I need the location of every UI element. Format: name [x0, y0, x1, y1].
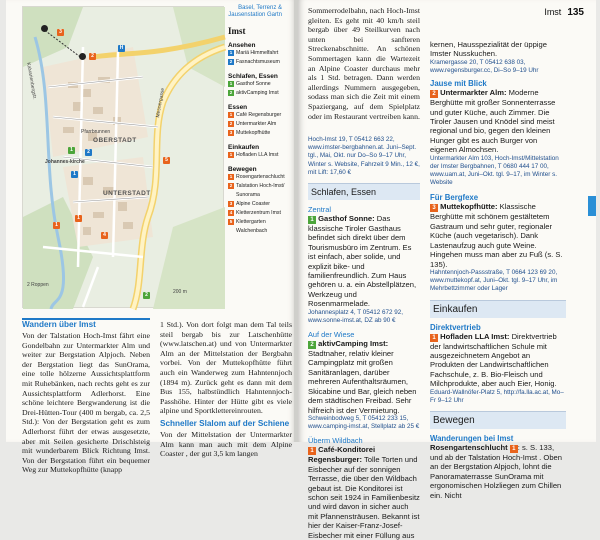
legend-item: 4 Kletterzentrum Imst — [229, 210, 281, 216]
map-marker-bewegen-5: 5 — [163, 157, 170, 164]
district-unterstadt: UNTERSTADT — [103, 190, 151, 197]
subheading: Direktvertrieb — [430, 322, 481, 332]
entry-muttekopfhuette: 3 Muttekopfhütte: Klassische Berghütte mit schönem gestältetem Gastraum und sehr guter, regionaler Küche (auch vegetarisch). Dank Lastenaufzug auch gute Weine. Hingehen muss man aber zu Fuß (s. S. 135). — [430, 202, 563, 269]
scale-label: 200 m — [173, 289, 187, 295]
legend-heading: Einkaufen — [228, 144, 260, 151]
entry-aktivcamping: 2 aktivCamping Imst: Stadtnaher, relativ kleiner Campingplatz mit großen Sanitäranlagen, darüber mehreren Aufenthaltsräumen, Skicabine und Bar, gleich neben dem städtischen Freibad. Sehr hilfreich ist der Vermietung. — [308, 339, 417, 415]
text-column-1 — [22, 318, 150, 475]
book-spread — [6, 0, 596, 540]
entry-rosengartenschlucht: Rosengartenschlucht 1 : s. S. 133, und ab der Talstation Hoch-Imst . Oben an der Bergstation Alpjoch, lohnt die Panoramaterrasse SunOrama mit ergonomischen Holzliegen zum Chillen ein. Nicht — [430, 442, 562, 500]
legend-item-continued: Sunorama — [236, 192, 260, 198]
subheading: Auf der Wiese — [308, 330, 355, 340]
box-body: Von der Talstation Hoch-Imst fährt eine Gondelbahn zur Untermarkter Alm und weiter zur Bergstation Alpjoch. Neben der Bergstation liegt das SunOrama, eine tolle hölzerne Aussichtsplattform mit Ruhebänken, nach rechts geht es zur Aussichtsplattform Adlerhorst. Eine schöne leichtere Bergwanderung ist die Drei-Hütten-Tour (400 m bergab, ca. 2,5 Std.): Von der Bergstation geht es zum Adlerhorst führt der etwas ausgesetzte, aber mit Seilen gesicherte Drischlsteig mit wunderbarem Blick Richtung Imst. Von der Bergstation führt ein bequemer Weg zur Muttekopfhütte (knapp — [22, 331, 150, 475]
box-heading-slalom: Schneller Slalom auf der Schiene — [160, 418, 290, 428]
subheading: Jause mit Blick — [430, 79, 487, 89]
map-marker-bewegen-2: 2 — [89, 53, 96, 60]
subheading: Überm Wildbach — [308, 436, 363, 446]
header-title: Imst — [544, 7, 562, 17]
street-label: Johannes-kirche — [45, 159, 85, 165]
legend-item: 1 Hofladen LLA Imst — [229, 152, 279, 158]
bus-stop-icon: H — [119, 45, 124, 51]
map-marker-einkaufen-1: 1 — [75, 215, 82, 222]
street-label: Kalvarienbergstr. — [25, 62, 38, 101]
info-line: Kramergasse 20, T 05412 638 03, www.regensburger.cc, Di–So 9–19 Uhr — [430, 58, 539, 75]
subheading: Wanderungen bei Imst — [430, 433, 514, 443]
map-top-label: Basel, Terrenz & Jausenstation Gartn — [228, 5, 282, 18]
map-graphic — [23, 7, 225, 309]
legend-item: 5 Klettergarten — [229, 219, 266, 225]
map-marker-bewegen-4: 4 — [101, 232, 108, 239]
legend-item: 2 aktivCamping Imst — [229, 90, 279, 96]
legend-title: Imst — [228, 26, 246, 36]
map-marker-schlafen-1: 1 — [68, 147, 75, 154]
legend-item: 1 Rosengartenschlucht — [229, 174, 285, 180]
box-heading-wandern: Wandern über Imst — [22, 320, 96, 329]
left-page — [6, 0, 296, 475]
legend-heading: Schlafen, Essen — [228, 73, 278, 80]
district-oberstadt: OBERSTADT — [93, 137, 137, 144]
street-label: Pfarrbrunnen — [81, 129, 111, 135]
legend-heading: Ansehen — [228, 42, 256, 49]
intro-text: Sommerrodelbahn, nach Hoch-Imst gleiten. Es geht mit 40 km/h steil bergab über 49 Steilkurven nach unten bei sanfteren Streckenabschnitte. An schönen Sommertagen kann die Wartezeit an Alpine Coaster durchaus mehr als 1 Std. betragen. Dann werden allerdings Nummern ausgegeben, sodass man sich die Zeit mit einem Spaziergang, auf dem Spielplatz oder im Restaurant vertreiben kann. — [308, 6, 420, 121]
box-body: Von der Mittelstation der Untermarkter Alm kann man auch mit dem Alpine Coaster , der gut 3,5 km langen — [160, 429, 292, 459]
section-heading-einkaufen: Einkaufen — [430, 300, 566, 318]
map-marker-essen-1: 1 — [53, 222, 60, 229]
section-heading-schlafen-essen: Schlafen, Essen — [308, 183, 420, 200]
map-marker-ansehen-1: 1 — [71, 171, 78, 178]
gondola-icon — [41, 25, 48, 32]
running-header — [544, 7, 584, 18]
legend-item-continued: Walchenbach — [236, 228, 268, 234]
entry-hofladen: 1 Hofladen LLA Imst: Direktvertrieb der landwirtschaftlichen Schule mit ausgezeichnetem Angebot an Produkten der Landwirtschaftlichen Fachschule, z. B. Bio-Fleisch und Milchprodukte, aber auch Eier, Honig. — [430, 331, 557, 389]
city-map — [22, 6, 224, 308]
info-line: Untermarkter Alm 103, Hoch-Imst/Mittelstation der Imster Bergbahnen, T 0680 444 17 00, www.uam.at, Juni–Okt. tgl. 9–17, im Winter s. Website — [430, 154, 559, 187]
info-line: Johannesplatz 4, T 05412 672 92, www.sonne-imst.at, DZ ab 90 € — [308, 308, 403, 324]
legend-heading: Essen — [228, 104, 248, 111]
map-marker-schlafen-2: 2 — [143, 292, 150, 299]
legend-item: 3 Muttekopfhütte — [229, 130, 271, 136]
direction-label: 2 Roppen — [27, 282, 49, 288]
entry-untermarkter-alm: 2 Untermarkter Alm: Moderne Berghütte mit großer Sonnenterrasse und guter Küche, auch Zimmer. Die Tiroler Jausen und Knödel sind meist regional und bio, gegen den kleinen Hunger gibt es auch Burger von eigenen Almochsen. — [430, 88, 556, 155]
chapter-tab-marker — [588, 196, 596, 216]
page-number: 135 — [567, 7, 584, 18]
subheading: Für Bergfexe — [430, 193, 479, 203]
gondola-icon — [79, 53, 86, 60]
right-column-2 — [430, 40, 566, 500]
legend-item: 1 Mariä Himmelfahrt — [229, 50, 279, 56]
map-legend — [228, 26, 290, 236]
entry-regensburger: 1 Café-Konditorei Regensburger: Tolle Torten und Eisbecher auf der sonnigen Terrasse, die über den Wildbach gebaut ist. Die Konditorei ist schon seit 1924 in Familienbesitz und wird davon in sicher auch mit Pfannensträusen. Bekannt ist hier der Kaiser-Franz-Josef-Eisbecher mit einer Füllung aus — [308, 445, 420, 540]
entry-gasthof-sonne: 1 Gasthof Sonne: Das klassische Tiroler Gasthaus befindet sich direkt über dem Tourismusbüro im Zentrum. Es ist einfach, aber solide, und explizit bike- und familienfreundlich. Zum Haus gehören u. a. ein Abstellplätzen, Werkzeug und Rosenmarmelade. — [308, 214, 417, 309]
intro-text: kernen, Hausspezialität der üppige Imster Nusskuchen. — [430, 40, 547, 59]
box-body: 1 Std.). Von dort folgt man dem Tal teils steil bergab bis zur Latschenhütte (www.latschen.at) und von Untermarkter Alm an der Mittelstation der Bergbahn vorbei. Von der Muttekopfhütte führt auch ein Wanderweg zum Hahntennjoch (1894 m). Zurück geht es dann mit dem Bus 155, halbstündlich Hahntennjoch-Passhöhe. Hinter der Hütte gibt es viele alpine und Sportklettereinrouten. — [160, 320, 292, 416]
map-marker-bewegen-3: 3 — [57, 29, 64, 36]
legend-item: 2 Talstation Hoch-Imst/ — [229, 183, 285, 189]
info-line: Hoch-Imst 19, T 05412 663 22, www.imster-bergbahnen.at. Juni–Sept. tgl., Mai, Okt. nur Do–So 9–17 Uhr, Winter s. Website, Fahrzeit 9 Min., 12 €, mit Lift: 17,60 € — [308, 136, 420, 176]
legend-heading: Bewegen — [228, 166, 257, 173]
legend-item: 2 Fasnachtsmuseum — [229, 59, 280, 65]
legend-item: 1 Café Regensburger — [229, 112, 282, 118]
legend-item: 1 Gasthof Sonne — [229, 81, 271, 87]
section-heading-bewegen: Bewegen — [430, 411, 566, 429]
street-label: Mesnergasse — [155, 87, 167, 119]
info-line: Schweinbodweg 5, T 05412 233 15, www.camping-imst.at, Stellplatz ab 25 € — [308, 414, 420, 431]
right-page — [298, 0, 596, 540]
right-column-1 — [308, 6, 420, 540]
text-column-2 — [160, 318, 292, 459]
map-marker-ansehen-2: 2 — [85, 149, 92, 156]
info-line: Hahntennjoch-Passstraße, T 0664 123 69 20, www.muttekopf.at, Juni–Okt. tgl. 9–17 Uhr, im Mehrbettzimmer oder Lager — [430, 268, 558, 293]
info-line: Eduard-Wallnöfer-Platz 5, http://fa.lla.ac.at, Mo–Fr 9–12 Uhr — [430, 388, 564, 404]
legend-item: 2 Untermarkter Alm — [229, 121, 277, 127]
subheading: Zentral — [308, 205, 332, 215]
legend-item: 3 Alpine Coaster — [229, 201, 271, 207]
